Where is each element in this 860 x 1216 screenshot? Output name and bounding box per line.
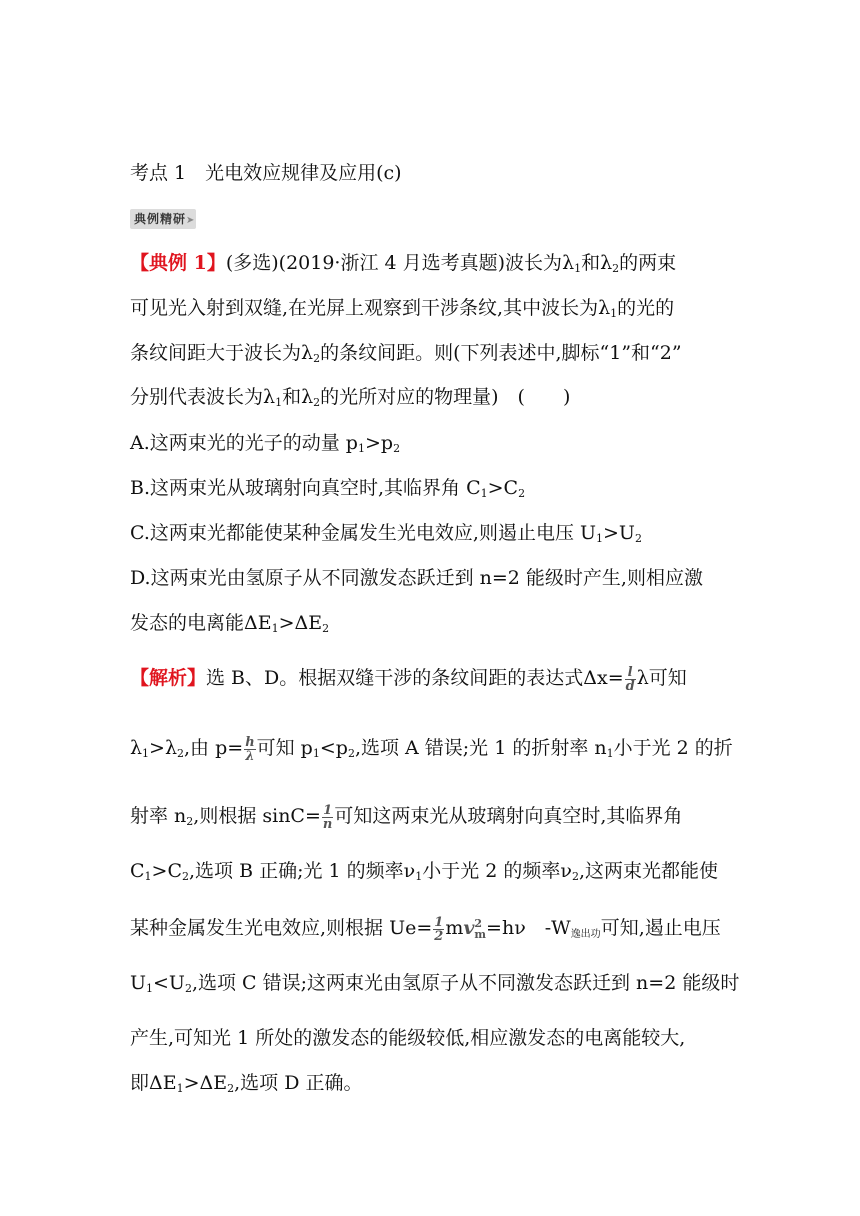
option-c: C.这两束光都能使某种金属发生光电效应,则遏止电压 $U_1>U_2$ (130, 522, 642, 545)
option-d-cont: 发态的电离能$\Delta E_1>\Delta E_2$ (130, 612, 330, 635)
option-a: A.这两束光的光子的动量 $p_1>p_2$ (130, 432, 401, 455)
example-line-1: 【典例 1】(多选)(2019·浙江 4 月选考真题)波长为$\lambda_1$和$\lambda_2$的两束 (130, 252, 677, 275)
example-badge: 典例精研➤ (130, 209, 196, 229)
analysis-line-5: 某种金属发生光电效应,则根据 Ue= $\frac{1}{2}$ mv 2 m =hν $-W_{逸出功}$可知,遏止电压 (130, 914, 721, 944)
section-title: 考点 1 光电效应规律及应用(c) (130, 162, 402, 184)
example-line-3: 条纹间距大于波长为$\lambda_2$的条纹间距。则(下列表述中,脚标“1”和“2” (130, 342, 682, 365)
analysis-line-3: 射率 $n_2$,则根据 sinC= $\frac{1}{n}$ 可知这两束光从玻璃射向真空时,其临界角 (130, 802, 683, 832)
option-b: B.这两束光从玻璃射向真空时,其临界角 $C_1>C_2$ (130, 477, 526, 500)
example-line-4: 分别代表波长为$\lambda_1$和$\lambda_2$的光所对应的物理量) ( ) (130, 386, 571, 409)
analysis-line-1: 【解析】选 B、D。根据双缝干涉的条纹间距的表达式Δx= $\frac{l}{d}$ λ可知 (130, 664, 687, 694)
option-d: D.这两束光由氢原子从不同激发态跃迁到 n=2 能级时产生,则相应激 (130, 567, 703, 589)
fraction-l-over-d: $\frac{l}{d}$ (625, 664, 635, 694)
fraction-1-over-n: $\frac{1}{n}$ (322, 802, 333, 832)
analysis-line-6: $U_1<U_2$,选项 C 错误;这两束光由氢原子从不同激发态跃迁到 n=2 能级时 (130, 972, 740, 995)
fraction-1-over-2: $\frac{1}{2}$ (434, 914, 444, 944)
arrow-icon: ➤ (186, 215, 196, 226)
analysis-line-4: $C_1>C_2$,选项 B 正确;光 1 的频率$\nu_1$小于光 2 的频率$\nu_2$,这两束光都能使 (130, 860, 718, 883)
analysis-line-2: $\lambda_1>\lambda_2$,由 p= $\frac{h}{\lambda}$ 可知 $p_1<p_2$,选项 A 错误;光 1 的折射率 $n_1$小于光 2 的折 (130, 734, 733, 764)
fraction-h-over-lambda: $\frac{h}{\lambda}$ (245, 734, 255, 764)
analysis-line-8: 即$\Delta E_1>\Delta E_2$,选项 D 正确。 (130, 1072, 363, 1095)
example-line-2: 可见光入射到双缝,在光屏上观察到干涉条纹,其中波长为$\lambda_1$的光的 (130, 297, 675, 320)
analysis-line-7: 产生,可知光 1 所处的激发态的能级较低,相应激发态的电离能较大, (130, 1027, 686, 1049)
